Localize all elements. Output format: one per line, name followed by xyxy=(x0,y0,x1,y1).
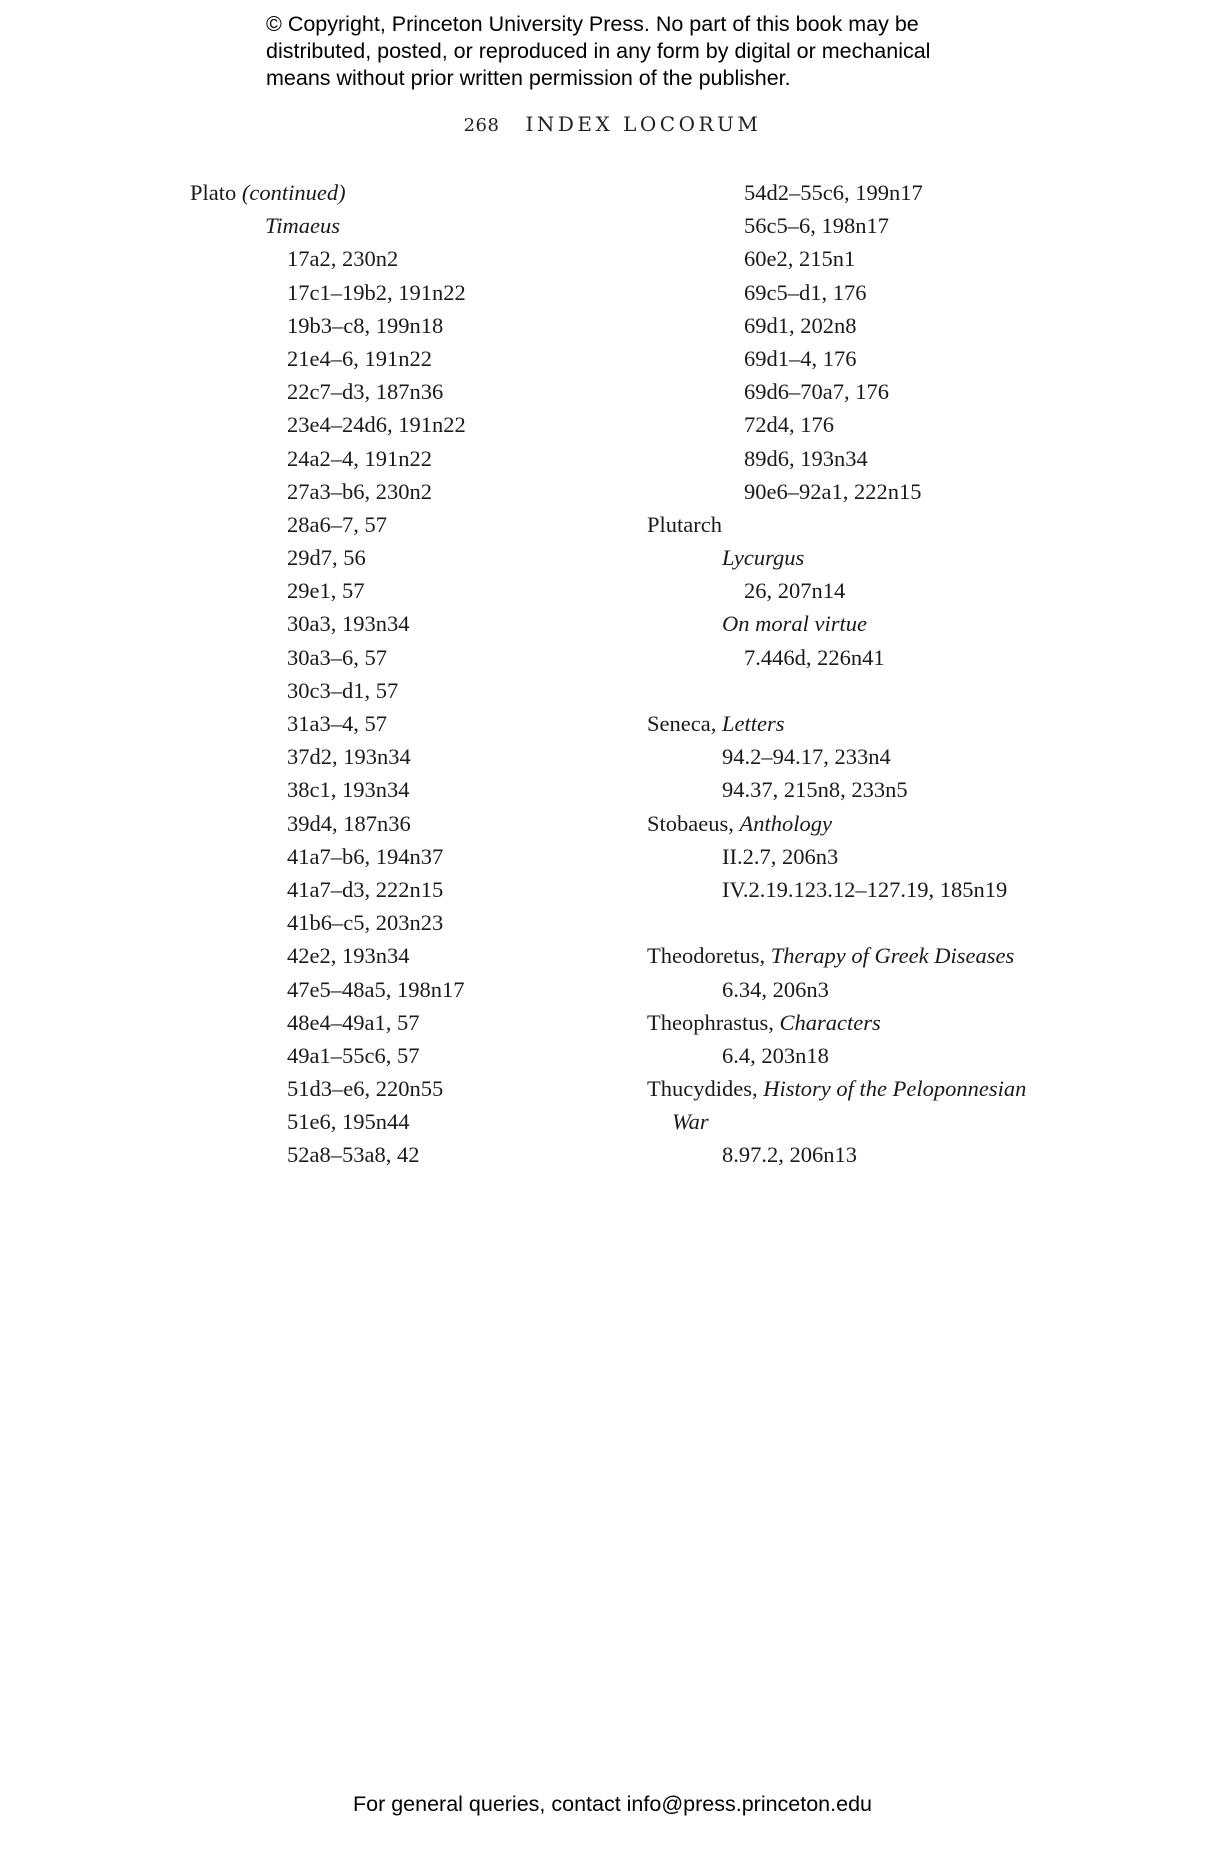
index-citation: 29e1, 57 xyxy=(287,578,365,604)
work-title: Characters xyxy=(779,1009,881,1035)
index-citation: 31a3–4, 57 xyxy=(287,711,387,736)
index-citation: 21e4–6, 191n22 xyxy=(287,345,432,371)
index-citation: 24a2–4, 191n22 xyxy=(287,445,432,471)
index-author-entry xyxy=(647,707,1026,740)
index-citation: 41a7–d3, 222n15 xyxy=(287,876,444,902)
index-citation: II.2.7, 206n3 xyxy=(722,843,839,869)
index-citation: 27a3–b6, 230n2 xyxy=(287,478,432,504)
author-note: (continued) xyxy=(241,180,346,205)
index-citation: 30a3–6, 57 xyxy=(287,644,387,670)
page-number: 268 xyxy=(463,115,500,136)
index-citation: 23e4–24d6, 191n22 xyxy=(287,412,466,438)
index-citation: 49a1–55c6, 57 xyxy=(287,1042,420,1068)
work-title: Therapy of Greek Diseases xyxy=(770,943,1015,969)
index-work-entry xyxy=(190,209,466,242)
work-title: Anthology xyxy=(739,810,832,836)
index-author-entry xyxy=(647,1006,1026,1039)
index-work-entry xyxy=(647,541,1026,574)
index-citation: 6.34, 206n3 xyxy=(722,976,829,1002)
work-title: Lycurgus xyxy=(722,545,805,571)
index-work-entry xyxy=(647,607,1026,640)
copyright-notice: © Copyright, Princeton University Press. No part of this book may be distributed, posted, or reproduced in any form by digital or mechanical means without prior written permission of the publisher. xyxy=(266,12,931,90)
author-name: Plato xyxy=(190,180,237,205)
index-citation: 90e6–92a1, 222n15 xyxy=(744,478,922,504)
index-citation: 38c1, 193n34 xyxy=(287,777,410,803)
author-name: Thucydides, xyxy=(647,1076,758,1102)
running-head xyxy=(0,112,1225,136)
index-citation: 39d4, 187n36 xyxy=(287,810,411,836)
index-citation: 28a6–7, 57 xyxy=(287,511,387,537)
index-citation: 30c3–d1, 57 xyxy=(287,677,399,703)
work-title: On moral virtue xyxy=(722,611,867,637)
index-citation: 26, 207n14 xyxy=(744,578,846,604)
author-name: Theophrastus, xyxy=(647,1009,774,1035)
index-citation: 41b6–c5, 203n23 xyxy=(287,910,444,936)
index-citation: 47e5–48a5, 198n17 xyxy=(287,976,465,1002)
author-name: Theodoretus, xyxy=(647,943,766,969)
index-citation: 22c7–d3, 187n36 xyxy=(287,379,444,405)
index-citation: IV.2.19.123.12–127.19, 185n19 xyxy=(722,876,1008,902)
index-citation: 41a7–b6, 194n37 xyxy=(287,843,444,869)
index-citation: 69d6–70a7, 176 xyxy=(744,379,889,405)
index-author-entry xyxy=(647,1072,1026,1105)
index-author-entry xyxy=(647,508,1026,541)
index-citation: 30a3, 193n34 xyxy=(287,611,410,637)
index-citation: 6.4, 203n18 xyxy=(722,1042,829,1068)
letter-group-gap xyxy=(647,906,1026,939)
index-author-entry xyxy=(190,176,466,209)
index-citation: 94.2–94.17, 233n4 xyxy=(722,744,891,770)
running-title: INDEX LOCORUM xyxy=(525,112,762,136)
index-author-entry xyxy=(647,939,1026,972)
index-citation: 42e2, 193n34 xyxy=(287,943,410,969)
index-work-continuation xyxy=(647,1105,1026,1138)
index-column-left xyxy=(190,176,466,1172)
index-citation: 89d6, 193n34 xyxy=(744,445,868,471)
index-citation: 69d1, 202n8 xyxy=(744,312,857,338)
index-citation: 69d1–4, 176 xyxy=(744,345,857,371)
footer-contact: For general queries, contact info@press.princeton.edu xyxy=(352,1792,872,1816)
index-citation: 69c5–d1, 176 xyxy=(744,279,867,305)
index-column-right xyxy=(647,176,1026,1172)
letter-group-gap xyxy=(647,674,1026,707)
index-citation: 37d2, 193n34 xyxy=(287,744,411,770)
index-citation: 60e2, 215n1 xyxy=(744,246,856,272)
index-citation: 51e6, 195n44 xyxy=(287,1109,410,1135)
work-title: History of the Peloponnesian xyxy=(763,1076,1027,1102)
work-title: Timaeus xyxy=(265,213,341,239)
index-citation: 19b3–c8, 199n18 xyxy=(287,312,444,338)
author-name: Stobaeus, xyxy=(647,810,734,836)
author-name: Seneca, xyxy=(647,711,717,736)
index-citation: 48e4–49a1, 57 xyxy=(287,1009,420,1035)
index-citation: 7.446d, 226n41 xyxy=(744,644,885,670)
author-name: Plutarch xyxy=(647,511,722,537)
index-citation: 56c5–6, 198n17 xyxy=(744,213,889,239)
index-citation: 54d2–55c6, 199n17 xyxy=(744,180,923,205)
index-citation: 17a2, 230n2 xyxy=(287,246,399,272)
index-citation: 8.97.2, 206n13 xyxy=(722,1142,857,1168)
index-citation: 29d7, 56 xyxy=(287,545,366,571)
work-title-continuation: War xyxy=(672,1109,709,1135)
index-citation: 52a8–53a8, 42 xyxy=(287,1142,420,1168)
index-citation: 17c1–19b2, 191n22 xyxy=(287,279,466,305)
index-citation: 94.37, 215n8, 233n5 xyxy=(722,777,908,803)
index-author-entry xyxy=(647,807,1026,840)
work-title: Letters xyxy=(721,711,785,736)
index-citation: 72d4, 176 xyxy=(744,412,834,438)
index-citation: 51d3–e6, 220n55 xyxy=(287,1076,444,1102)
